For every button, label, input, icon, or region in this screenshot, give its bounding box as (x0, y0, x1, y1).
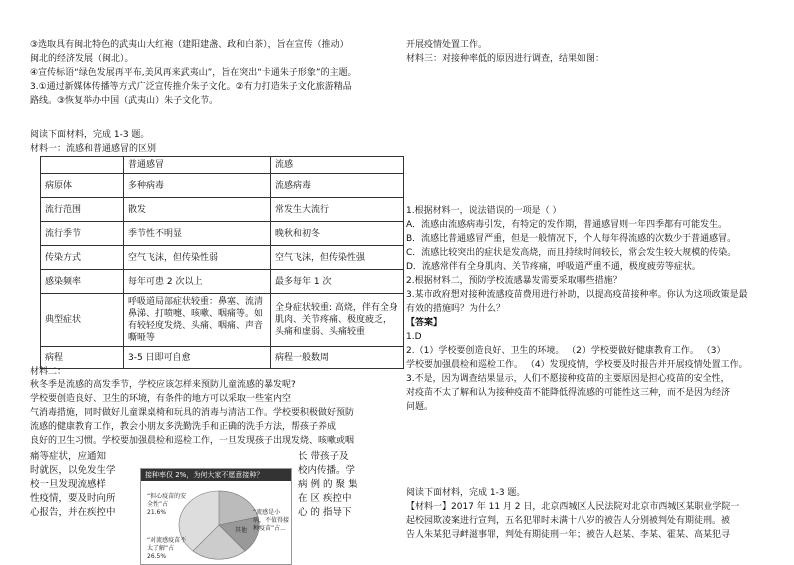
text-line: 性疫情，要及时向所 (30, 493, 116, 504)
text-line: 告人朱某犯寻衅滋事罪，判处有期徒刑一年；被告人赵某、李某、霍某、高某犯寻 (406, 530, 731, 540)
table-row (41, 198, 404, 222)
text-line: 路线。③恢复举办中国（武夷山）朱子文化节。 (30, 96, 219, 106)
table-cell: 3-5 日即可自愈 (124, 347, 271, 369)
text-line: 痛等症状，应通知 (30, 451, 107, 462)
pie-label: “流感是小病，不值得接种疫苗”占... (253, 509, 290, 532)
answer-text: 2.（1）学校要创造良好、卫生的环境。 （2）学校要做好健康教育工作。 （3） (406, 346, 726, 356)
wrap-text-left (30, 450, 138, 520)
text-line: 在 区 疾控中 (298, 493, 352, 504)
option-text: B．流感比普通感冒严重，但是一般情况下，个人每年得流感的次数少于普通感冒。 (406, 234, 737, 244)
table-cell: 呼吸道局部症状较重：鼻塞、流清鼻涕、打喷嚏、咳嗽、咽痛等。如有较轻度发烧、头痛、咽痛、声音嘶哑等 (124, 294, 271, 347)
left-top-answers (30, 38, 402, 108)
table-cell: 传染方式 (41, 246, 124, 270)
table-cell: 多种病毒 (124, 174, 271, 198)
table-row (41, 174, 404, 198)
pie-label: “担心疫苗的安全性”占21.6% (147, 493, 187, 516)
table-cell: 季节性不明显 (124, 222, 271, 246)
text-line: ④宣传标语“绿色发展再平布,美风再来武夷山”，旨在突出“卡通朱子形象”的主题。 (30, 68, 357, 78)
option-text: D．流感常伴有全身肌肉、关节疼痛，呼吸道严重不通，极度疲劳等症状。 (406, 262, 701, 272)
table-cell: 感染频率 (41, 270, 124, 294)
table-row (41, 246, 404, 270)
answer-text: 1.D (406, 332, 422, 342)
text-line: 秋冬季是流感的高发季节，学校应该怎样来预防儿童流感的暴发呢? (30, 380, 296, 390)
text-line: 心报告，并在疾控中 (30, 507, 116, 518)
table-header-row (41, 157, 404, 174)
text-line: 3.①通过新媒体传播等方式广泛宣传推介朱子文化。②有力打造朱子文化旅游精品 (30, 82, 352, 92)
table-cell: 常发生大流行 (271, 198, 404, 222)
wrap-text-right (298, 450, 402, 520)
table-cell: 流行范围 (41, 198, 124, 222)
question-text: 2.根据材料二，预防学校流感暴发需要采取哪些措施？ (406, 276, 622, 286)
text-line: ③选取具有闽北特色的武夷山大红袍（建阳建盏、政和白茶），旨在宣传（推动） (30, 40, 349, 50)
text-line: 起校园欺凌案进行宣判，五名犯罪时未满十八岁的被告人分别被判处有期徒刑。被 (406, 516, 731, 526)
table-cell: 全身症状较重: 高烧，伴有全身肌肉、关节疼痛、极度疲乏，头痛和虚弱、头痛较重 (271, 294, 404, 347)
text-line: 学校要创造良好、卫生的环境，有条件的地方可以采取一些室内空 (30, 394, 292, 404)
table-cell: 普通感冒 (124, 157, 271, 174)
material-two-body (30, 378, 402, 448)
table-cell: 病原体 (41, 174, 124, 198)
answer-text: 问题。 (406, 402, 434, 412)
right-intro (406, 38, 778, 66)
next-reading (406, 486, 778, 542)
text-line: 校一旦发现流感样 (30, 479, 107, 490)
option-text: C．流感比较突出的症状是发高烧，而且持续时间较长，常会发生较大规模的传染。 (406, 248, 737, 258)
table-row (41, 270, 404, 294)
text-line: 心 的 指导下 (298, 507, 352, 518)
table-cell: 流行季节 (41, 222, 124, 246)
pie-title: 接种率仅 2%，为何大家不愿意接种？ (141, 469, 291, 481)
table-cell: 空气飞沫，但传染性强 (271, 246, 404, 270)
table-row (41, 294, 404, 347)
table-row (41, 347, 404, 369)
table-cell: 每年可患 2 次以上 (124, 270, 271, 294)
answer-text: 3.不是，因为调查结果显示，人们不愿接种疫苗的主要原因是担心疫苗的安全性， (406, 374, 730, 384)
text-line: 【材料一】2017 年 11 月 2 日，北京西城区人民法院对北京市西城区某职业学院一 (406, 502, 740, 512)
table-cell: 晚秋和初冬 (271, 222, 404, 246)
question-text: 1.根据材料一，说法错误的一项是（ ） (406, 206, 562, 216)
read-instruction: 阅读下面材料，完成 1-3 题。 (30, 130, 150, 140)
table-cell (41, 157, 124, 174)
text-line: 气消毒措施，同时做好儿童课桌椅和玩具的消毒与清洁工作。学校要积极做好预防 (30, 408, 355, 418)
comparison-table (40, 156, 404, 369)
text-line: 校内传播。学 (298, 465, 356, 476)
table-cell: 流感病毒 (271, 174, 404, 198)
text-line: 时就医，以免发生学 (30, 465, 116, 476)
table-cell: 典型症状 (41, 294, 124, 347)
question-text: 有效的措施吗？为什么？ (406, 304, 506, 314)
survey-pie-chart (140, 468, 292, 565)
table-cell: 散发 (124, 198, 271, 222)
material-one-title: 材料一：流感和普通感冒的区别 (30, 144, 157, 154)
text-line: 开展疫情处置工作。 (406, 40, 488, 50)
read-instruction: 阅读下面材料，完成 1-3 题。 (406, 488, 526, 498)
answer-text: 对疫苗不太了解和认为接种疫苗不能降低得流感的可能性这三种，而不是因为经济 (406, 388, 731, 398)
text-line: 流感的健康教育工作，教会小朋友多洗勤洗手和正确的洗手方法，帮孩子养成 (30, 422, 337, 432)
material-two-title: 材料二： (30, 367, 67, 377)
option-text: A．流感由流感病毒引发，有特定的发作期，普通感冒则一年四季都有可能发生。 (406, 220, 728, 230)
text-line: 病 例 的 聚 集 (298, 479, 358, 490)
text-line: 闽北的经济发展（闽北）。 (30, 54, 134, 64)
table-cell: 空气飞沫，但传染性弱 (124, 246, 271, 270)
table-cell: 病程 (41, 347, 124, 369)
question-one (406, 204, 778, 414)
table-cell: 最多每年 1 次 (271, 270, 404, 294)
answer-label: 【答案】 (406, 318, 443, 328)
table-row (41, 222, 404, 246)
text-line: 长 带孩子及 (298, 451, 349, 462)
text-line: 良好的卫生习惯。学校要加强晨检和巡检工作，一旦发现孩子出现发烧、咳嗽或咽 (30, 436, 355, 446)
table-cell: 病程一般数周 (271, 347, 404, 369)
pie-label: 其他 (235, 527, 248, 534)
pie-label: “对流感疫苗不太了解”占26.5% (147, 537, 187, 560)
answer-text: 学校要加强晨检和巡检工作。 （4）发现疫情，学校要及时报告并开展疫情处置工作。 (406, 360, 748, 370)
table-cell: 流感 (271, 157, 404, 174)
question-text: 3.某市政府想对接种流感疫苗费用进行补助，以提高疫苗接种率。你认为这项政策是最 (406, 290, 748, 300)
text-line: 材料三：对接种率低的原因进行调查，结果如图： (406, 54, 605, 64)
